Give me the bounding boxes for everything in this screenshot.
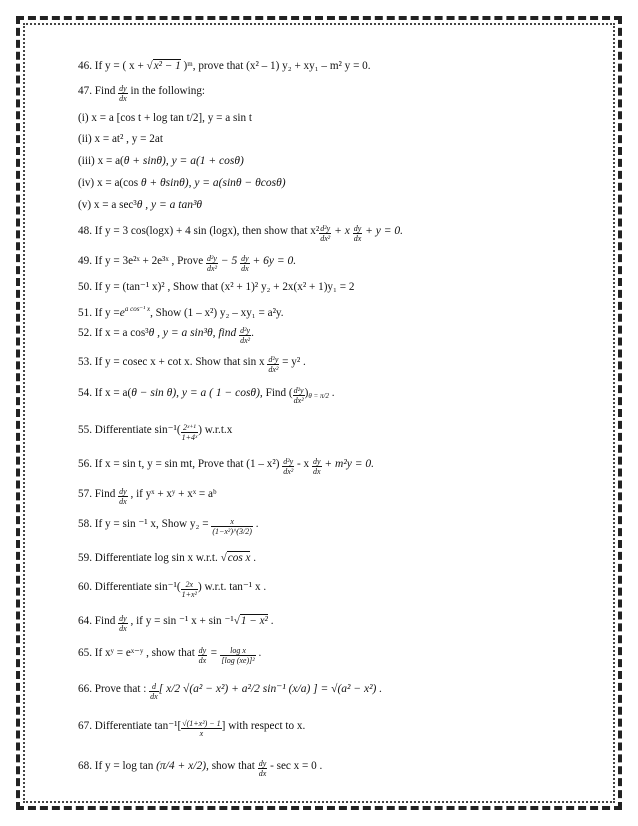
problem-65: 65. If xʸ = eˣ⁻ʸ , show that $\frac{dy}{dx}$ = $\frac{\text{log x}}{\text{[log (xe)]²}}$ .: [78, 646, 262, 665]
problem-64: 64. Find $\frac{dy}{dx}$ , if y = sin ⁻¹ x + sin ⁻¹√1 − x² .: [78, 614, 274, 633]
problem-66: 66. Prove that : $\frac{d}{dx}$ [ x/2 √(a² − x²) + a²/2 sin⁻¹ (x/a) ] = √(a² − x²) .: [78, 682, 383, 701]
problem-52: 52. If x = a cos³θ , y = a sin³θ, find $\frac{\text{d²y}}{\text{dx²}}$ .: [78, 326, 254, 345]
problem-53: 53. If y = cosec x + cot x. Show that sin x $\frac{\text{d²y}}{\text{dx²}}$ = y² .: [78, 355, 306, 374]
problem-47-i: (i) x = a [cos t + log tan t/2], y = a sin t: [78, 112, 252, 124]
problem-55: 55. Differentiate sin⁻¹( $\frac{\text{2ˣ⁺¹}}{\text{1+4ˣ}}$ ) w.r.t.x: [78, 423, 233, 442]
problem-47: 47. Find $\frac{dy}{dx}$ in the following:: [78, 84, 206, 103]
problem-47-ii: (ii) x = at² , y = 2at: [78, 133, 163, 145]
problem-48: 48. If y = 3 cos(logx) + 4 sin (logx), then show that x² $\frac{\text{d²y}}{\text{dx²}}$ + x $\frac{dy}{dx}$ + y = 0.: [78, 224, 404, 243]
problem-47-iii: (iii) x = a(θ + sinθ), y = a(1 + cosθ): [78, 155, 244, 167]
problem-46: 46. If y = ( x + √x² − 1 )ᵐ, prove that (x² – 1) y₂ + xy₁ – m² y = 0.: [78, 60, 371, 72]
problem-68: 68. If y = log tan (π/4 + x/2), show that $\frac{dy}{dx}$ - sec x = 0 .: [78, 759, 323, 778]
problem-54: 54. If x = a(θ − sin θ), y = a ( 1 − cosθ), Find ( $\frac{\text{d²y}}{\text{dx²}}$ )$_{\theta = \pi/2}$ .: [78, 386, 335, 405]
problem-57: 57. Find $\frac{dy}{dx}$ , if yˣ + xʸ + xˣ = aᵇ: [78, 487, 217, 506]
problem-60: 60. Differentiate sin⁻¹( $\frac{2x}{\text{1+x²}}$ ) w.r.t. tan⁻¹ x .: [78, 580, 267, 599]
problem-47-v: (v) x = a sec³θ , y = a tan³θ: [78, 199, 203, 211]
problem-49: 49. If y = 3e²ˣ + 2e³ˣ , Prove $\frac{\text{d²y}}{\text{dx²}}$ − 5 $\frac{dy}{dx}$ + 6y = 0.: [78, 254, 297, 273]
problem-47-iv: (iv) x = a(cos θ + θsinθ), y = a(sinθ − θcosθ): [78, 177, 286, 189]
problem-50: 50. If y = (tan⁻¹ x)² , Show that (x² + 1)² y₂ + 2x(x² + 1)y₁ = 2: [78, 281, 355, 293]
problem-59: 59. Differentiate log sin x w.r.t. √cos x .: [78, 552, 257, 564]
problem-56: 56. If x = sin t, y = sin mt, Prove that (1 – x²) $\frac{\text{d²y}}{\text{dx²}}$ - x $\frac{dy}{dx}$ + m²y = 0.: [78, 457, 375, 476]
problem-58: 58. If y = sin ⁻¹ x, Show y₂ = $\frac{x}{\text{(1−x²)\textasciicircum{}(3/2)}}$ .: [78, 517, 259, 536]
problem-67: 67. Differentiate tan⁻¹[ $\frac{\text{√(1+x²) − 1}}{x}$ ] with respect to x.: [78, 719, 306, 738]
problem-51: 51. If $y =e^{a cos^{-1} x}$, Show (1 – x²) y₂ – xy₁ = a²y.: [78, 305, 284, 319]
